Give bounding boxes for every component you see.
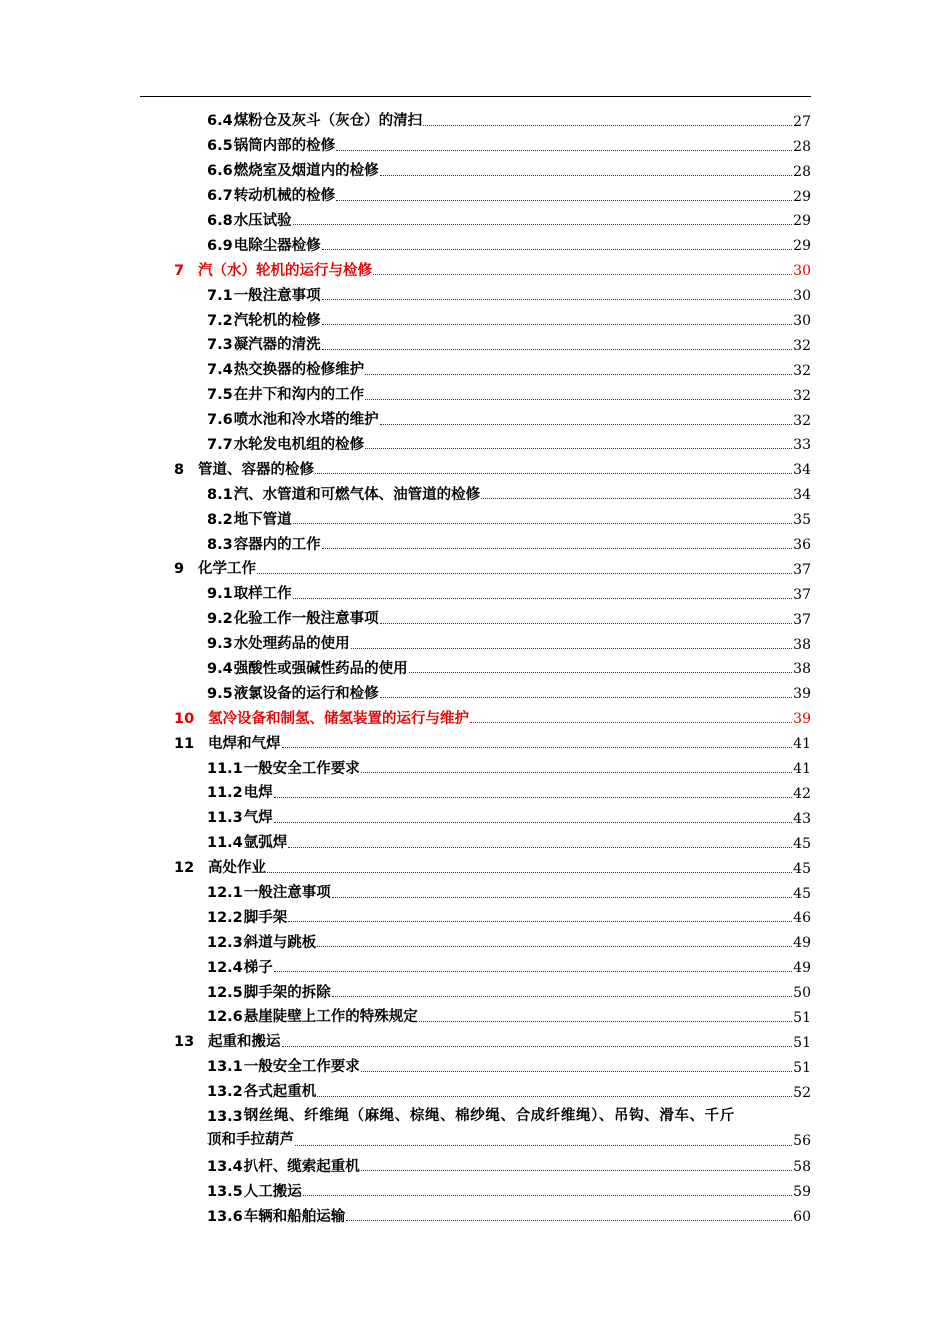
toc-entry-number: 11.3 [207, 810, 243, 827]
toc-entry-number: 11 [174, 735, 195, 752]
toc-entry-number: 9.5 [207, 685, 233, 702]
toc-entry-number: 8.3 [207, 536, 233, 553]
toc-entry-title: 脚手架 [243, 909, 288, 926]
toc-entry-page: 35 [793, 512, 811, 529]
dot-leader [322, 299, 792, 300]
toc-entry-number: 12.6 [207, 1009, 243, 1026]
toc-entry-title: 电焊 [243, 785, 273, 802]
toc-section-entry[interactable] [172, 428, 811, 453]
toc-entry-title: 悬崖陡壁上工作的特殊规定 [243, 1009, 418, 1026]
toc-entry-title: 水处理药品的使用 [233, 636, 350, 653]
dot-leader [373, 274, 792, 275]
toc-entry-title: 凝汽器的清洗 [233, 337, 321, 354]
toc-section-entry[interactable] [172, 925, 811, 950]
toc-entry-title: 化学工作 [198, 561, 256, 578]
toc-entry-title: 一般安全工作要求 [243, 760, 360, 777]
toc-section-entry[interactable] [172, 826, 811, 851]
toc-chapter-entry[interactable] [172, 701, 811, 726]
toc-chapter-entry[interactable] [172, 253, 811, 278]
toc-entry-title: 管道、容器的检修 [198, 461, 314, 478]
toc-chapter-entry[interactable] [172, 1025, 811, 1050]
dot-leader [293, 598, 792, 599]
toc-entry-page: 30 [793, 288, 811, 305]
toc-section-entry[interactable] [172, 353, 811, 378]
toc-entry-number: 9.4 [207, 660, 233, 677]
toc-entry-page: 36 [793, 537, 811, 554]
toc-entry-page: 51 [793, 1009, 811, 1026]
toc-entry-number: 10 [174, 710, 195, 727]
toc-entry-page: 41 [793, 736, 811, 753]
toc-entry-title: 取样工作 [233, 586, 292, 603]
toc-entry-number: 7.3 [207, 337, 233, 354]
toc-entry-number: 6.5 [207, 138, 233, 155]
toc-entry-title: 扒杆、缆索起重机 [243, 1158, 360, 1175]
toc-entry-number: 7.4 [207, 362, 233, 379]
toc-entry-title: 转动机械的检修 [233, 188, 336, 205]
toc-section-entry[interactable] [172, 652, 811, 677]
toc-entry-page: 32 [793, 337, 811, 354]
toc-entry-number: 11.1 [207, 760, 243, 777]
toc-section-entry[interactable] [172, 1050, 811, 1075]
dot-leader [322, 324, 792, 325]
toc-entry-number: 9.2 [207, 611, 233, 628]
toc-chapter-entry[interactable] [172, 851, 811, 876]
dot-leader [481, 498, 792, 499]
dot-leader [380, 424, 792, 425]
toc-section-entry[interactable] [172, 328, 811, 353]
toc-entry-number: 9.3 [207, 636, 233, 653]
dot-leader [380, 175, 792, 176]
toc-entry-page: 49 [793, 960, 811, 977]
toc-section-entry[interactable] [172, 228, 811, 253]
toc-section-entry[interactable] [172, 801, 811, 826]
toc-entry-title: 化验工作一般注意事项 [233, 611, 379, 628]
toc-entry-number: 7 [174, 262, 185, 279]
toc-section-entry[interactable] [172, 154, 811, 179]
toc-entry-number: 13.6 [207, 1208, 243, 1225]
toc-entry-title: 容器内的工作 [233, 536, 321, 553]
dot-leader [322, 548, 792, 549]
toc-entry-title: 一般注意事项 [233, 287, 321, 304]
toc-entry-page: 42 [793, 785, 811, 802]
toc-section-entry[interactable] [172, 378, 811, 403]
toc-entry-number: 12.3 [207, 934, 243, 951]
toc-entry-title: 一般注意事项 [243, 885, 331, 901]
toc-entry-page: 32 [793, 362, 811, 379]
dot-leader [288, 847, 792, 848]
toc-entry-page: 28 [793, 163, 811, 180]
toc-entry-number: 6.6 [207, 163, 233, 180]
toc-entry-number: 11.4 [207, 835, 243, 852]
toc-entry-title: 喷水池和冷水塔的维护 [233, 412, 379, 429]
toc-entry-number: 8.1 [207, 486, 233, 503]
toc-entry-title: 在井下和沟内的工作 [233, 387, 365, 404]
toc-entry-title: 气焊 [243, 810, 273, 827]
toc-section-entry[interactable] [172, 950, 811, 975]
toc-section-entry[interactable] [172, 1000, 811, 1025]
toc-entry-title: 燃烧室及烟道内的检修 [233, 163, 379, 180]
dot-leader [282, 1046, 793, 1047]
toc-section-entry[interactable] [172, 129, 811, 154]
toc-entry-number: 13.3 [207, 1108, 243, 1125]
dot-leader [322, 249, 792, 250]
dot-leader [295, 1145, 792, 1146]
toc-entry-number: 13.2 [207, 1084, 243, 1101]
toc-entry-title: 汽、水管道和可燃气体、油管道的检修 [233, 486, 481, 503]
toc-section-entry[interactable] [172, 627, 811, 652]
toc-entry-page: 34 [793, 487, 811, 504]
toc-entry-number: 6.4 [207, 113, 233, 130]
toc-entry-page: 50 [793, 985, 811, 1002]
toc-entry-number: 13.1 [207, 1059, 243, 1076]
toc-entry-title: 人工搬运 [243, 1183, 302, 1200]
toc-entry-number: 8 [174, 461, 185, 478]
toc-entry-page: 30 [793, 313, 811, 330]
toc-entry-title: 强酸性或强碱性药品的使用 [233, 660, 408, 677]
toc-entry[interactable] [172, 1100, 811, 1150]
toc-entry-title: 梯子 [243, 959, 273, 976]
dot-leader [365, 448, 792, 449]
dot-leader [322, 349, 792, 350]
dot-leader [267, 872, 792, 873]
toc-entry-title: 一般安全工作要求 [243, 1059, 360, 1076]
dot-leader [317, 946, 792, 947]
toc-entry-title: 电焊和气焊 [208, 735, 281, 752]
toc-entry-title: 氢冷设备和制氢、储氢装置的运行与维护 [208, 710, 469, 727]
dot-leader [361, 1170, 792, 1171]
toc-entry-page: 29 [793, 238, 811, 255]
table-of-contents [172, 104, 811, 1224]
toc-entry-title: 热交换器的检修维护 [233, 362, 365, 379]
toc-entry-number: 13.5 [207, 1183, 243, 1200]
dot-leader [470, 722, 792, 723]
dot-leader [423, 125, 792, 126]
dot-leader [274, 797, 792, 798]
toc-entry-page: 45 [793, 835, 811, 852]
toc-entry-page: 45 [793, 885, 811, 902]
toc-entry-number: 7.2 [207, 312, 233, 329]
dot-leader [332, 996, 792, 997]
toc-entry-page: 45 [793, 860, 811, 877]
toc-entry-number: 12.5 [207, 984, 243, 1001]
toc-entry-title: 煤粉仓及灰斗（灰仓）的清扫 [233, 113, 423, 130]
toc-entry-page: 38 [793, 636, 811, 653]
toc-entry-title: 各式起重机 [243, 1084, 317, 1101]
toc-entry-page: 56 [793, 1133, 811, 1150]
toc-entry-number: 8.2 [207, 511, 233, 528]
toc-entry-title: 斜道与跳板 [243, 934, 317, 951]
toc-entry-number: 6.9 [207, 237, 233, 254]
toc-section-entry[interactable] [172, 1075, 811, 1100]
toc-section-entry[interactable] [172, 751, 811, 776]
toc-entry-number: 6.7 [207, 188, 233, 205]
toc-entry-number: 12.1 [207, 885, 243, 901]
toc-entry-number: 11.2 [207, 785, 243, 802]
toc-entry-number: 7.1 [207, 287, 233, 304]
toc-section-entry[interactable] [172, 502, 811, 527]
toc-entry-page: 52 [793, 1084, 811, 1101]
toc-section-entry[interactable] [172, 776, 811, 801]
toc-entry-page: 33 [793, 437, 811, 454]
toc-entry-number: 13 [174, 1034, 195, 1051]
toc-entry-title-continued: 顶和手拉葫芦 [207, 1132, 294, 1149]
toc-entry-page: 30 [793, 263, 811, 280]
toc-entry-page: 29 [793, 188, 811, 205]
header-rule [140, 96, 811, 97]
toc-entry-title: 汽轮机的检修 [233, 312, 321, 329]
toc-entry-number: 7.7 [207, 436, 233, 453]
toc-entry-page: 28 [793, 138, 811, 155]
dot-leader [293, 224, 792, 225]
dot-leader [293, 523, 792, 524]
dot-leader [336, 200, 792, 201]
toc-section-entry[interactable] [172, 179, 811, 204]
toc-entry-title: 电除尘器检修 [233, 237, 321, 254]
toc-chapter-entry[interactable] [172, 452, 811, 477]
toc-entry-number: 9 [174, 561, 185, 578]
toc-entry-page: 32 [793, 387, 811, 404]
dot-leader [274, 822, 792, 823]
toc-section-entry[interactable] [172, 602, 811, 627]
toc-entry-title: 钢丝绳、纤维绳（麻绳、棕绳、棉纱绳、合成纤维绳）、吊钩、滑车、千斤 [243, 1107, 735, 1124]
toc-entry-page: 51 [793, 1034, 811, 1051]
toc-entry-title: 汽（水）轮机的运行与检修 [198, 262, 372, 279]
toc-section-entry[interactable] [172, 975, 811, 1000]
toc-section-entry[interactable] [172, 1199, 811, 1224]
dot-leader [365, 374, 792, 375]
toc-section-entry[interactable] [172, 527, 811, 552]
toc-section-entry[interactable] [172, 477, 811, 502]
toc-entry-number: 12 [174, 860, 195, 877]
toc-section-entry[interactable] [172, 303, 811, 328]
toc-entry-page: 34 [793, 462, 811, 479]
dot-leader [419, 1021, 792, 1022]
toc-entry-title: 地下管道 [233, 511, 292, 528]
toc-entry-title: 水轮发电机组的检修 [233, 436, 365, 453]
toc-entry-page: 58 [793, 1159, 811, 1176]
toc-entry-page: 49 [793, 935, 811, 952]
dot-leader [303, 1195, 792, 1196]
toc-entry-number: 6.8 [207, 212, 233, 229]
toc-entry-number: 12.2 [207, 909, 243, 926]
toc-section-entry[interactable] [172, 901, 811, 926]
toc-entry-page: 43 [793, 810, 811, 827]
toc-entry-page: 51 [793, 1059, 811, 1076]
toc-entry-page: 60 [793, 1209, 811, 1226]
toc-entry-number: 9.1 [207, 586, 233, 603]
toc-entry-number: 7.5 [207, 387, 233, 404]
dot-leader [351, 648, 792, 649]
toc-entry-page: 29 [793, 213, 811, 230]
toc-entry-title: 锅筒内部的检修 [233, 138, 336, 155]
dot-leader [332, 897, 792, 898]
toc-section-entry[interactable] [172, 577, 811, 602]
dot-leader [380, 623, 792, 624]
dot-leader [361, 1071, 792, 1072]
toc-entry-page: 46 [793, 910, 811, 927]
toc-entry-title: 高处作业 [208, 860, 266, 877]
toc-entry-page: 38 [793, 661, 811, 678]
toc-entry-title: 起重和搬运 [208, 1034, 281, 1051]
toc-section-entry[interactable] [172, 403, 811, 428]
toc-entry-title: 液氯设备的运行和检修 [233, 685, 379, 702]
toc-section-entry[interactable] [172, 1174, 811, 1199]
toc-entry-page: 39 [793, 711, 811, 728]
dot-leader [315, 473, 792, 474]
toc-entry-title: 氩弧焊 [243, 835, 288, 852]
toc-entry-page: 39 [793, 686, 811, 703]
dot-leader [380, 697, 792, 698]
toc-entry-number: 7.6 [207, 412, 233, 429]
dot-leader [365, 399, 792, 400]
dot-leader [409, 672, 792, 673]
dot-leader [288, 921, 792, 922]
dot-leader [257, 573, 792, 574]
toc-section-entry[interactable] [172, 876, 811, 901]
toc-entry-title: 水压试验 [233, 212, 292, 229]
dot-leader [317, 1096, 792, 1097]
toc-entry-title: 车辆和船舶运输 [243, 1208, 346, 1225]
toc-entry-page: 41 [793, 761, 811, 778]
toc-entry-page: 27 [793, 113, 811, 130]
toc-entry-page: 59 [793, 1184, 811, 1201]
toc-chapter-entry[interactable] [172, 726, 811, 751]
toc-entry-page: 32 [793, 412, 811, 429]
dot-leader [282, 747, 793, 748]
toc-entry-page: 37 [793, 611, 811, 628]
toc-entry-number: 12.4 [207, 959, 243, 976]
toc-section-entry[interactable] [172, 278, 811, 303]
dot-leader [274, 971, 792, 972]
toc-entry-number: 13.4 [207, 1158, 243, 1175]
toc-chapter-entry[interactable] [172, 552, 811, 577]
toc-entry-page: 37 [793, 586, 811, 603]
toc-section-entry[interactable] [172, 676, 811, 701]
toc-entry-title: 脚手架的拆除 [243, 984, 331, 1001]
toc-section-entry[interactable] [172, 1149, 811, 1174]
dot-leader [361, 772, 792, 773]
dot-leader [336, 150, 792, 151]
toc-entry-page: 37 [793, 561, 811, 578]
toc-section-entry[interactable] [172, 204, 811, 229]
dot-leader [346, 1220, 792, 1221]
toc-section-entry[interactable] [172, 104, 811, 129]
